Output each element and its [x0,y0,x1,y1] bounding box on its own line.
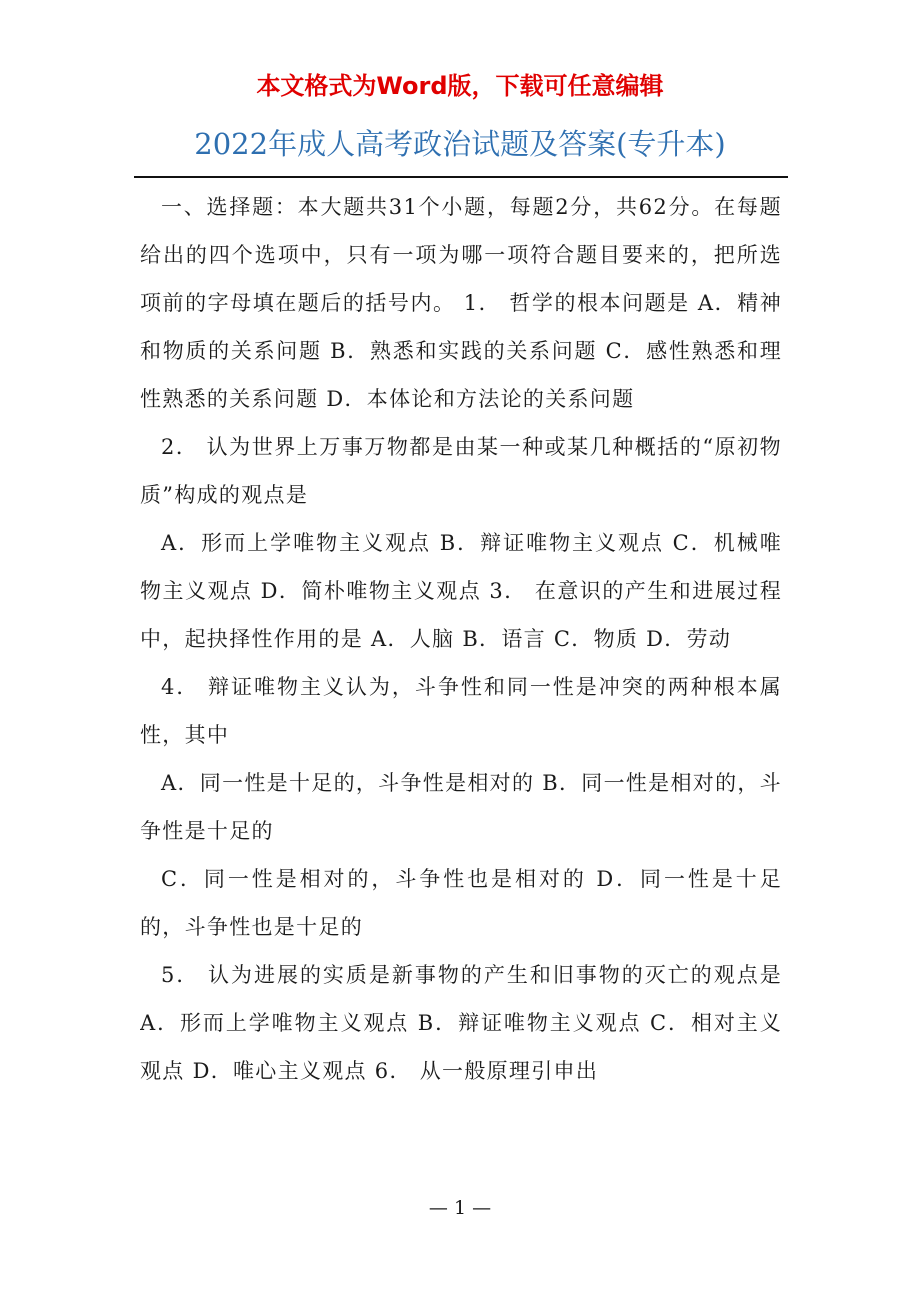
title-divider [134,176,788,178]
body-paragraph: A．同一性是十足的，斗争性是相对的 B．同一性是相对的，斗争性是十足的 [140,771,782,843]
page-number: — 1 — [428,1197,492,1219]
body-paragraph: 2． 认为世界上万事万物都是由某一种或某几种概括的“原初物质”构成的观点是 [140,435,782,507]
body-paragraph: 4． 辩证唯物主义认为，斗争性和同一性是冲突的两种根本属性，其中 [140,675,782,747]
format-banner: 本文格式为Word版，下载可任意编辑 [256,72,664,100]
body-paragraph: 一、选择题：本大题共31个小题，每题2分，共62分。在每题给出的四个选项中，只有一项为哪一项符合题目要来的，把所选项前的字母填在题后的括号内。 1． 哲学的根本问题是 A．精神和物质的关系问题 B．熟悉和实践的关系问题 C．感性熟悉和理性熟悉的关系问题 D．本体论和方法论的关系问题 [140,195,782,411]
document-body [140,183,782,1193]
body-paragraph: C．同一性是相对的，斗争性也是相对的 D．同一性是十足的，斗争性也是十足的 [140,867,782,939]
body-paragraph: A．形而上学唯物主义观点 B．辩证唯物主义观点 C．机械唯物主义观点 D．简朴唯物主义观点 3． 在意识的产生和进展过程中，起抉择性作用的是 A．人脑 B．语言 C．物质 D．劳动 [140,531,782,651]
document-title: 2022年成人高考政治试题及答案(专升本) [194,127,726,161]
body-paragraph: 5． 认为进展的实质是新事物的产生和旧事物的灭亡的观点是 A．形而上学唯物主义观点 B．辩证唯物主义观点 C．相对主义观点 D．唯心主义观点 6． 从一般原理引申出 [140,963,782,1083]
